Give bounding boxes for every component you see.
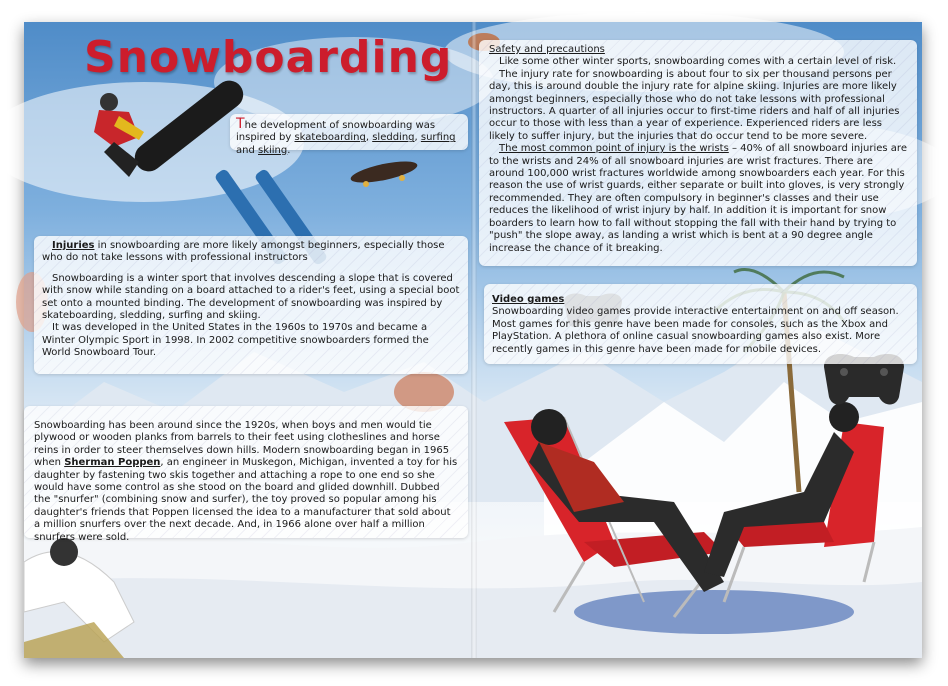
injuries-paragraph-2: It was developed in the United States in the 1960s to 1970s and became a Winter Olympic Sport in 1998. In 2002 competitive snowboarders formed the World Snowboard Tour.: [42, 322, 429, 359]
intro-text: he development of snowboarding was inspired by: [236, 120, 436, 144]
link-surfing[interactable]: surfing: [420, 132, 456, 144]
page-fold: [471, 22, 477, 658]
video-games-box: [484, 284, 917, 364]
video-games-text: Snowboarding video games provide interactive entertainment on and off season. Most games for this genre have been made for consoles, such as the Xbox and PlayStation. A plethora of online casual snowboarding games also exist. More recently games in this genre have been made for mobile devices.: [492, 306, 899, 355]
safety-box: [479, 40, 917, 266]
link-skiing[interactable]: skiing: [258, 144, 288, 156]
link-skateboarding[interactable]: skateboarding: [294, 132, 366, 144]
sherman-poppen-name: Sherman Poppen: [64, 457, 161, 469]
injuries-lead: in snowboarding are more likely amongst beginners, especially those who do not take lessons with professional instructors: [42, 240, 445, 264]
dropcap: T: [236, 116, 245, 132]
intro-end: .: [287, 144, 291, 156]
page-title: Snowboarding: [84, 32, 453, 83]
safety-paragraph-2: The injury rate for snowboarding is about four to six per thousand persons per day, this is around double the injury rate for alpine skiing. Injuries are more likely amongst beginners, especially those who do not take lessons with professional instructors. A quarter of all injuries occur to first-time riders and half of all injuries occur to those with less than a year of experience. Experienced riders are less likely to suffer injury, but the injuries that do occur tend to be more severe.: [489, 68, 900, 142]
injuries-heading: Injuries: [52, 240, 95, 251]
intro-box: [230, 114, 468, 156]
history-text-b: , an engineer in Muskegon, Michigan, invented a toy for his daughter by fastening two skis together and attaching a rope to one end so she would have some control as she stood on the board and glided downhill. Dubbed the "snurfer" (combining snow and surfer), the toy proved so popular among his daughter's friends that Poppen licensed the idea to a manufacturer that sold about a million snurfers over the next decade. And, in 1966 alone over half a million snurfers were sold.: [34, 457, 458, 543]
intro-sep: ,: [365, 132, 373, 144]
safety-heading: Safety and precautions: [489, 44, 605, 55]
safety-wrists-lead: The most common point of injury is the wrists: [499, 143, 729, 155]
intro-and: and: [236, 144, 258, 156]
history-box: [24, 406, 468, 543]
video-games-heading: Video games: [492, 294, 565, 305]
injuries-paragraph-1: Snowboarding is a winter sport that involves descending a slope that is covered with snow while standing on a board attached to a rider's feet, using a special boot set onto a mounted binding. The development of snowboarding was inspired by skateboarding, sledding, surfing and skiing.: [42, 272, 460, 322]
link-sledding[interactable]: sledding: [372, 132, 415, 144]
safety-paragraph-1: Like some other winter sports, snowboarding comes with a certain level of risk.: [499, 56, 897, 68]
history-text-a: Snowboarding has been around since the 1920s, when boys and men would tie plywood or wooden planks from barrels to their feet using clotheslines and horse reins in order to steer themselves down hills. Modern snowboarding began in 1965 when: [34, 420, 450, 469]
intro-sep: ,: [414, 132, 421, 144]
safety-paragraph-3: – 40% of all snowboard injuries are to the wrists and 24% of all snowboard injuries are wrist fractures. There are around 100,000 wrist fractures worldwide among snowboarders each year. For this reason the use of wrist guards, either separate or built into gloves, is very strongly recommended. They are often compulsory in beginner's classes and their use reduces the likelihood of wrist injury by half. In addition it is important for snow boarders to learn how to fall without stopping the fall with their hand by trying to "push" the slope away, as landing a wrist which is bent at a 90 degree angle increase the chance of it breaking.: [489, 143, 907, 254]
magazine-spread: [24, 22, 922, 658]
injuries-box: [34, 236, 468, 374]
